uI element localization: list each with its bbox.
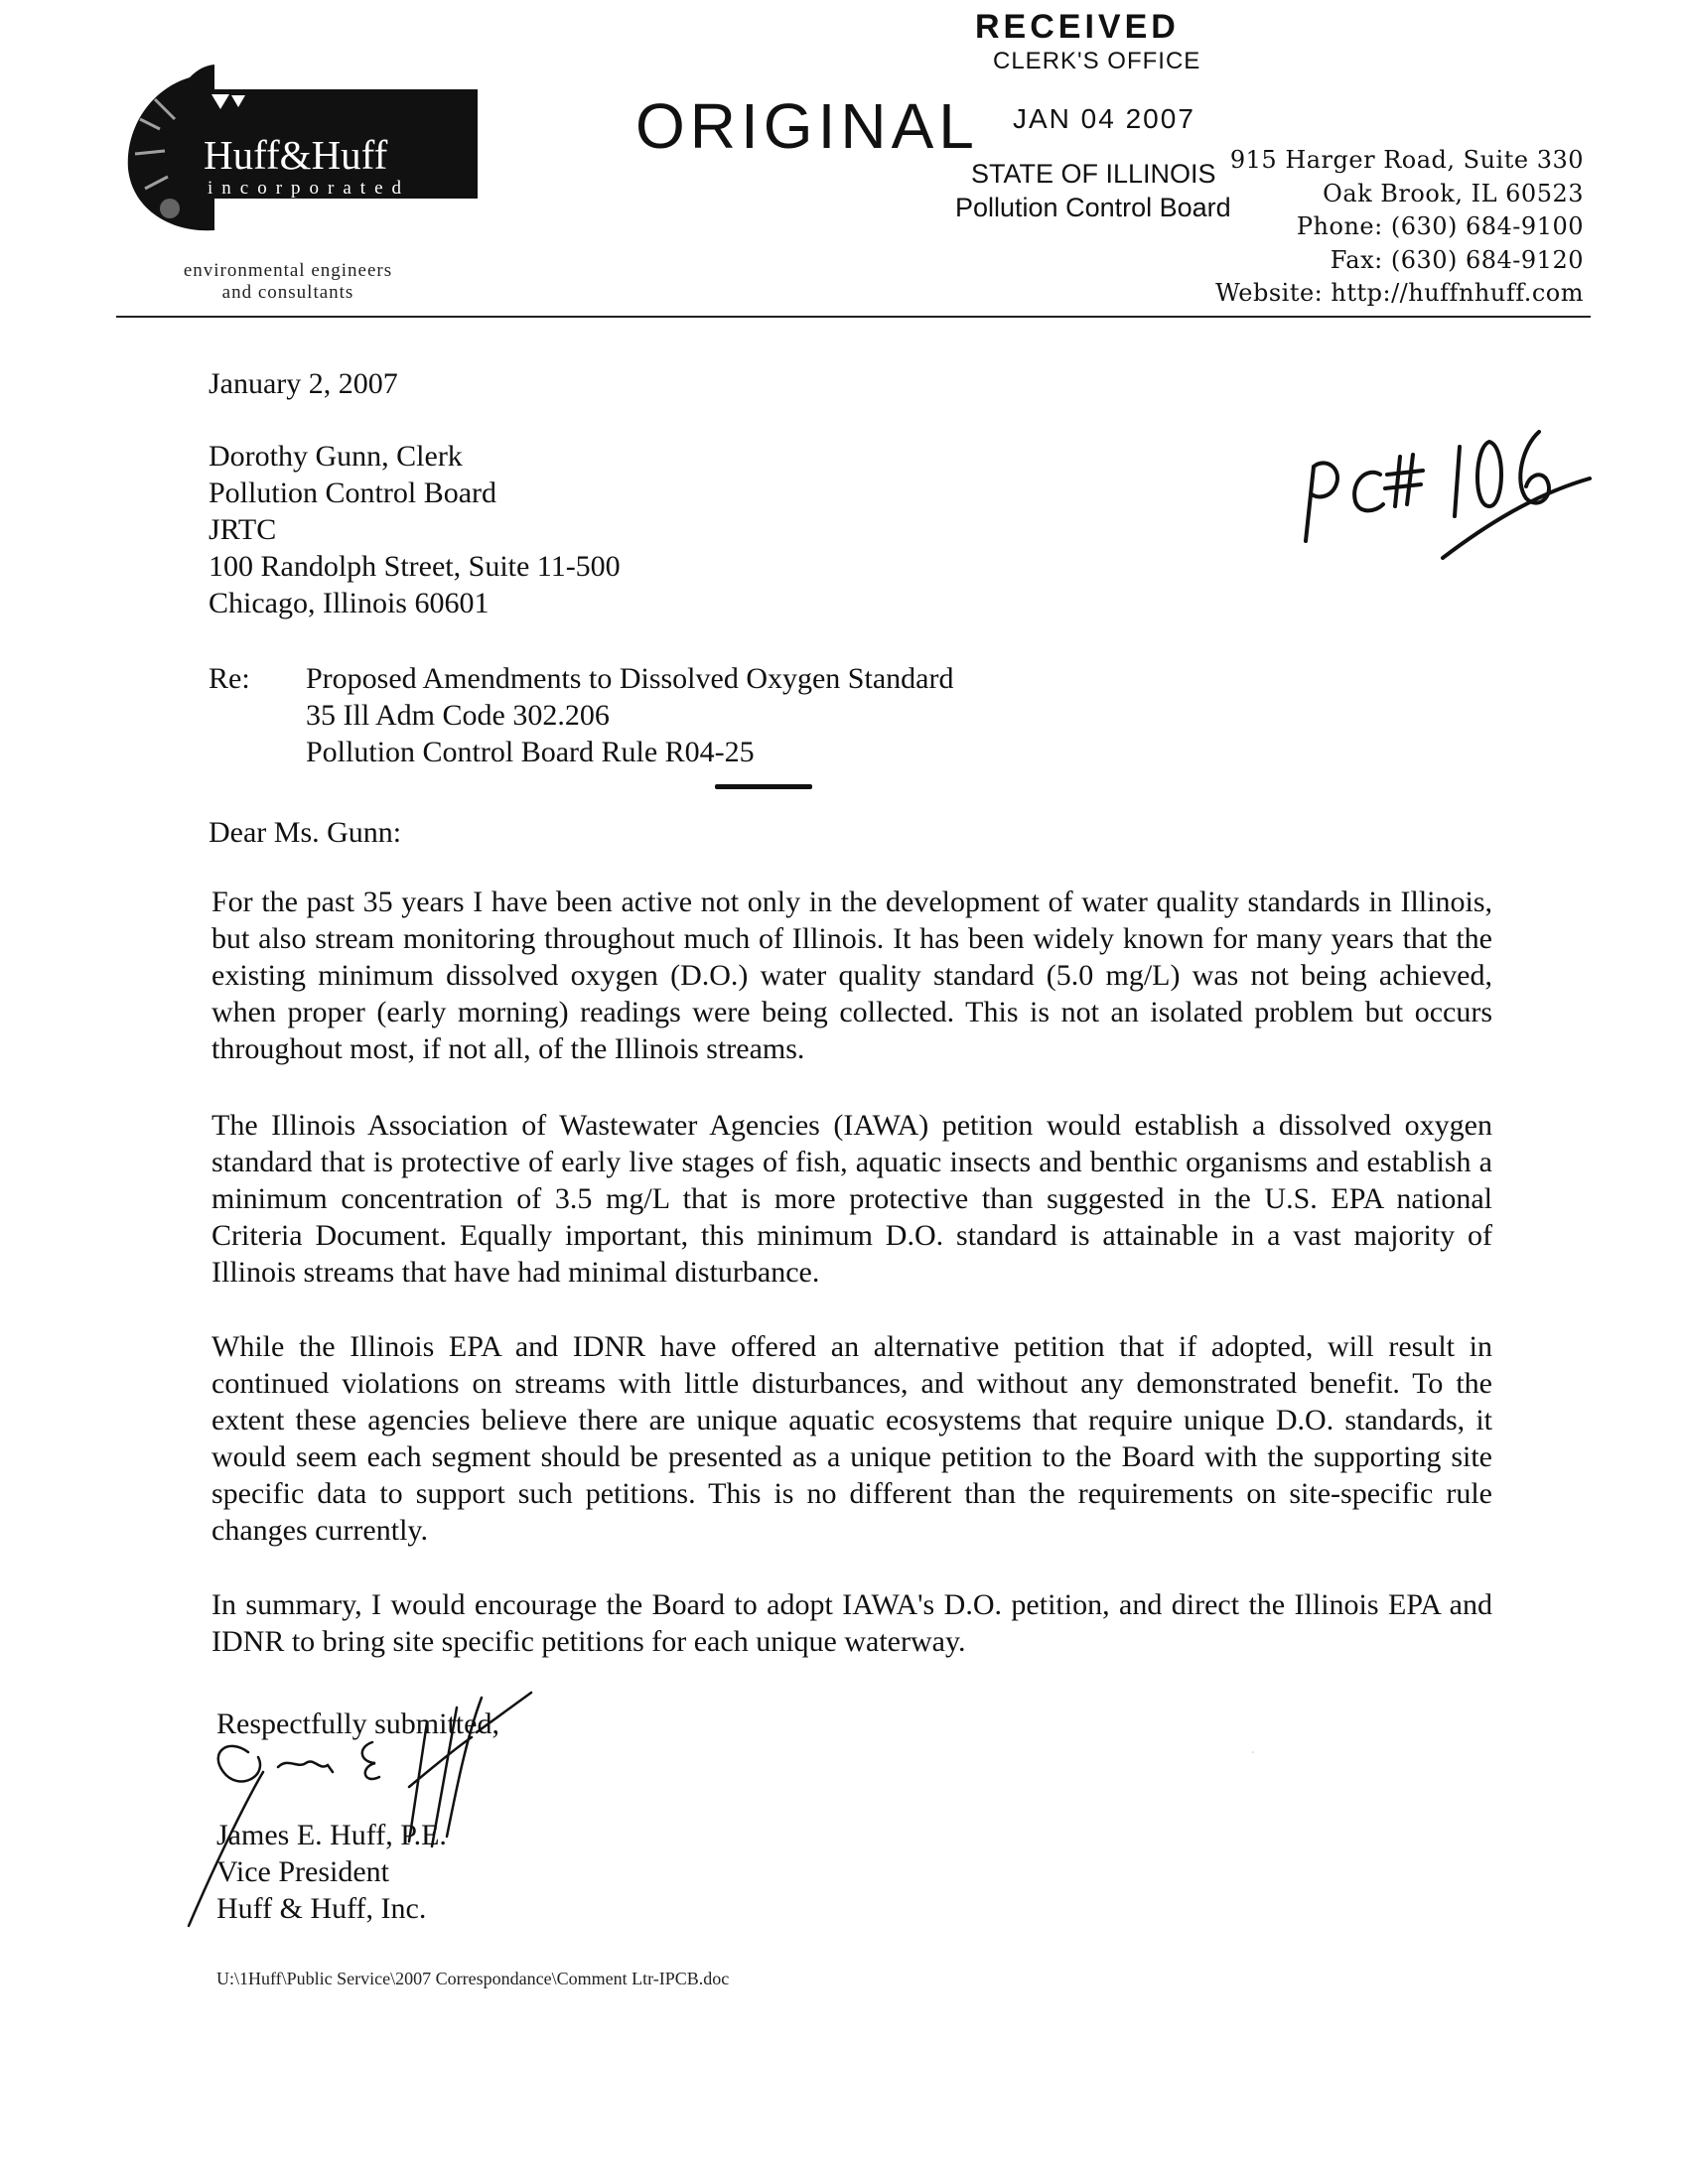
body-paragraph: For the past 35 years I have been active not only in the development of water quality standards in Illinois, but also stream monitoring throughout much of Illinois. It has been widely known for many years that the existing minimum dissolved oxygen (D.O.) water quality standard (5.0 mg/L) was not being achieved, when proper (early morning) readings were being collected. This is not an isolated problem but occurs throughout most, if not all, of the Illinois streams. <box>211 886 1492 1065</box>
tagline-line-2: and consultants <box>221 282 354 303</box>
recipient-line: Dorothy Gunn, Clerk <box>209 440 463 473</box>
handwritten-note <box>1296 407 1594 581</box>
received-stamp: RECEIVED <box>975 8 1180 46</box>
re-subject <box>306 660 953 770</box>
recipient-line: Chicago, Illinois 60601 <box>209 587 490 619</box>
letter-date: January 2, 2007 <box>209 367 398 400</box>
website: Website: http://huffnhuff.com <box>1215 279 1584 307</box>
original-stamp: ORIGINAL <box>635 90 979 162</box>
tagline-line-1: environmental engineers <box>183 260 393 281</box>
company-tagline <box>139 260 437 304</box>
re-label: Re: <box>209 662 250 695</box>
body-paragraph: While the Illinois EPA and IDNR have offered an alternative petition that if adopted, will result in continued violations on streams with little disturbances, and without any demonstrated benefit. To the extent these agencies believe there are unique aquatic ecosystems that require unique D.O. standards, it would seem each segment should be presented as a unique petition to the Board with the supporting site specific data to support such petitions. This is no different than the requirements on site-specific rule changes currently. <box>211 1330 1492 1547</box>
phone: Phone: (630) 684-9100 <box>1296 212 1584 240</box>
signer-company: Huff & Huff, Inc. <box>216 1892 427 1925</box>
address-line-2: Oak Brook, IL 60523 <box>1323 179 1584 207</box>
company-logo <box>120 60 478 233</box>
recipient-line: 100 Randolph Street, Suite 11-500 <box>209 550 621 583</box>
file-path: U:\1Huff\Public Service\2007 Correspondance\Comment Ltr-IPCB.doc <box>216 1969 730 1988</box>
stamp-date: JAN 04 2007 <box>1013 103 1195 134</box>
address-line-1: 915 Harger Road, Suite 330 <box>1229 146 1584 174</box>
salutation: Dear Ms. Gunn: <box>209 816 402 849</box>
clerks-office-stamp: CLERK'S OFFICE <box>993 48 1201 74</box>
re-line: 35 Ill Adm Code 302.206 <box>306 699 610 732</box>
signature-block <box>216 1817 447 1927</box>
body-paragraph: In summary, I would encourage the Board to adopt IAWA's D.O. petition, and direct the Illinois EPA and IDNR to bring site specific petitions for each unique waterway. <box>211 1588 1492 1658</box>
scan-speck: · <box>1251 1749 1255 1756</box>
logo-name: Huff&Huff <box>204 132 388 178</box>
company-address <box>1142 144 1584 311</box>
signer-title: Vice President <box>216 1855 389 1888</box>
body-paragraph: The Illinois Association of Wastewater Agencies (IAWA) petition would establish a dissolved oxygen standard that is protective of early live stages of fish, aquatic insects and benthic organisms and establish a minimum concentration of 3.5 mg/L that is more protective than suggested in the U.S. EPA national Criteria Document. Equally important, this minimum D.O. standard is attainable in a vast majority of Illinois streams that have had minimal disturbance. <box>211 1109 1492 1289</box>
fax: Fax: (630) 684-9120 <box>1330 245 1584 274</box>
recipient-block <box>209 438 621 621</box>
signer-name: James E. Huff, P.E. <box>216 1819 447 1851</box>
re-line: Pollution Control Board Rule R04-25 <box>306 736 755 768</box>
re-line: Proposed Amendments to Dissolved Oxygen Standard <box>306 662 954 695</box>
subject-underline-mark <box>715 784 812 789</box>
logo-incorporated: incorporated <box>208 178 411 199</box>
stamp-board: Pollution Control Board <box>955 193 1231 222</box>
letterhead-divider <box>116 316 1591 318</box>
recipient-line: Pollution Control Board <box>209 477 497 509</box>
closing: Respectfully submitted, <box>216 1707 499 1740</box>
recipient-line: JRTC <box>209 513 277 546</box>
stamp-state: STATE OF ILLINOIS <box>971 159 1216 189</box>
